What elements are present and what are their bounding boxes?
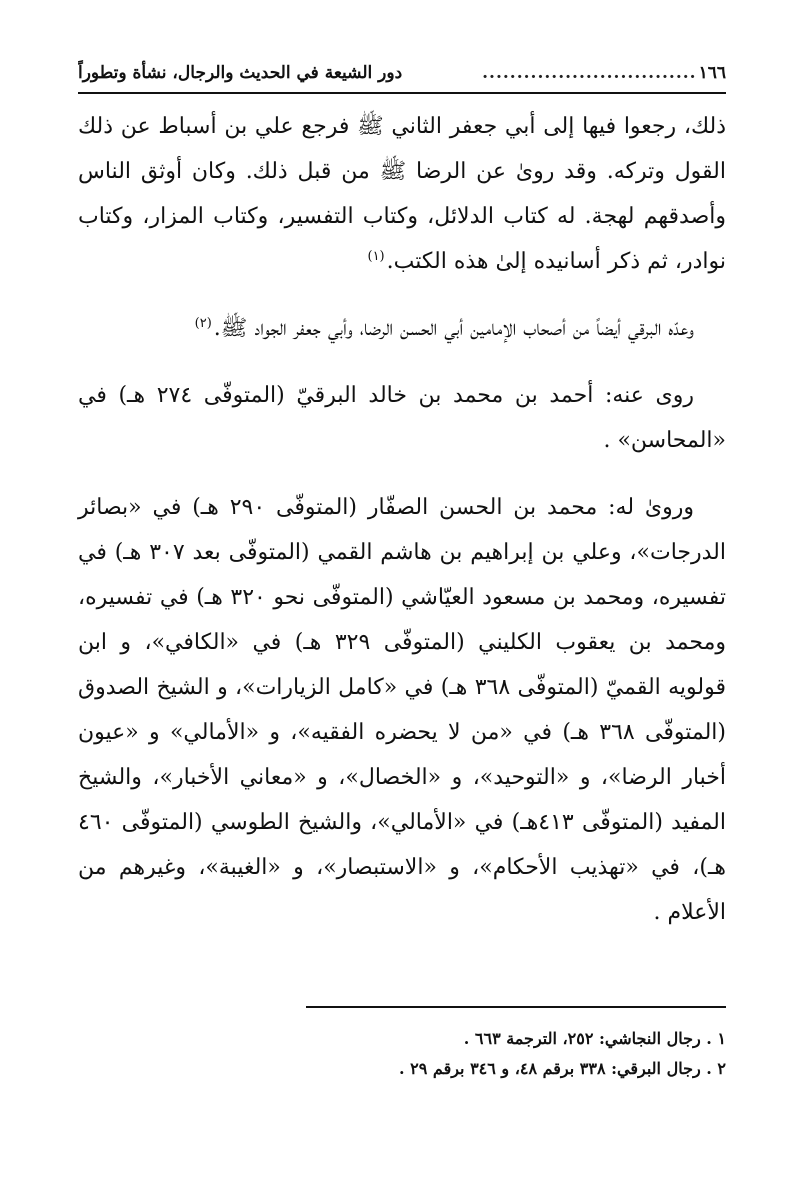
paragraph-text: ذلك، رجعوا فيها إلى أبي جعفر الثاني ﷺ فرجع علي بن أسباط عن ذلك القول وتركه. وقد روىٰ عن الرضا ﷺ من قبل ذلك. وكان أوثق الناس وأصدقهم لهجة. له كتاب الدلائل، وكتاب التفسير، وكتاب المزار، وكتاب نوادر، ثم ذكر أسانيده إلىٰ هذه الكتب. xyxy=(78,114,726,274)
paragraph-text: وعدّه البرقي أيضاً من أصحاب الإمامين أبي الحسن الرضا، وأبي جعفر الجواد ﷺ. xyxy=(213,316,694,341)
footnote-2: ٢ . رجال البرقي: ٣٣٨ برقم ٤٨، و ٣٤٦ برقم ٢٩ . xyxy=(399,1059,726,1078)
book-page xyxy=(78,58,726,1078)
running-header xyxy=(78,58,726,88)
paragraph-3 xyxy=(78,373,726,463)
paragraph-text: وروىٰ له: محمد بن الحسن الصفّار (المتوفّى ٢٩٠ هـ) في «بصائر الدرجات»، وعلي بن إبراهيم بن هاشم القمي (المتوفّى بعد ٣٠٧ هـ) في تفسيره، ومحمد بن مسعود العيّاشي (المتوفّى نحو ٣٢٠ هـ) في تفسيره، ومحمد بن يعقوب الكليني (المتوفّى ٣٢٩ هـ) في «الكافي»، و ابن قولويه القميّ (المتوفّى ٣٦٨ هـ) في «كامل الزيارات»، و الشيخ الصدوق (المتوفّى ٣٦٨ هـ) في «من لا يحضره الفقيه»، و «الأمالي» و «عيون أخبار الرضا»، و «التوحيد»، و «الخصال»، و «معاني الأخبار»، والشيخ المفيد (المتوفّى ٤١٣هـ) في «الأمالي»، والشيخ الطوسي (المتوفّى ٤٦٠ هـ)، في «تهذيب الأحكام»، و «الاستبصار»، و «الغيبة»، وغيرهم من الأعلام . xyxy=(78,495,726,925)
footnote-divider xyxy=(306,1006,726,1008)
paragraph-text: روى عنه: أحمد بن محمد بن خالد البرقيّ (المتوفّى ٢٧٤ هـ) في «المحاسن» . xyxy=(78,383,726,453)
header-dot-leader: ............................... xyxy=(482,63,697,83)
footnote-ref-2: (٢) xyxy=(194,315,212,331)
paragraph-2 xyxy=(78,306,726,351)
page-number: ١٦٦ xyxy=(698,63,726,83)
footnote-1: ١ . رجال النجاشي: ٢٥٢، الترجمة ٦٦٣ . xyxy=(463,1029,726,1048)
header-divider xyxy=(78,92,726,94)
footnotes xyxy=(78,1024,726,1084)
paragraph-1 xyxy=(78,104,726,284)
footnote-ref-1: (١) xyxy=(367,248,385,264)
running-title: دور الشيعة في الحديث والرجال، نشأة وتطوراً xyxy=(78,63,403,83)
body-text xyxy=(78,104,726,935)
paragraph-4 xyxy=(78,485,726,935)
